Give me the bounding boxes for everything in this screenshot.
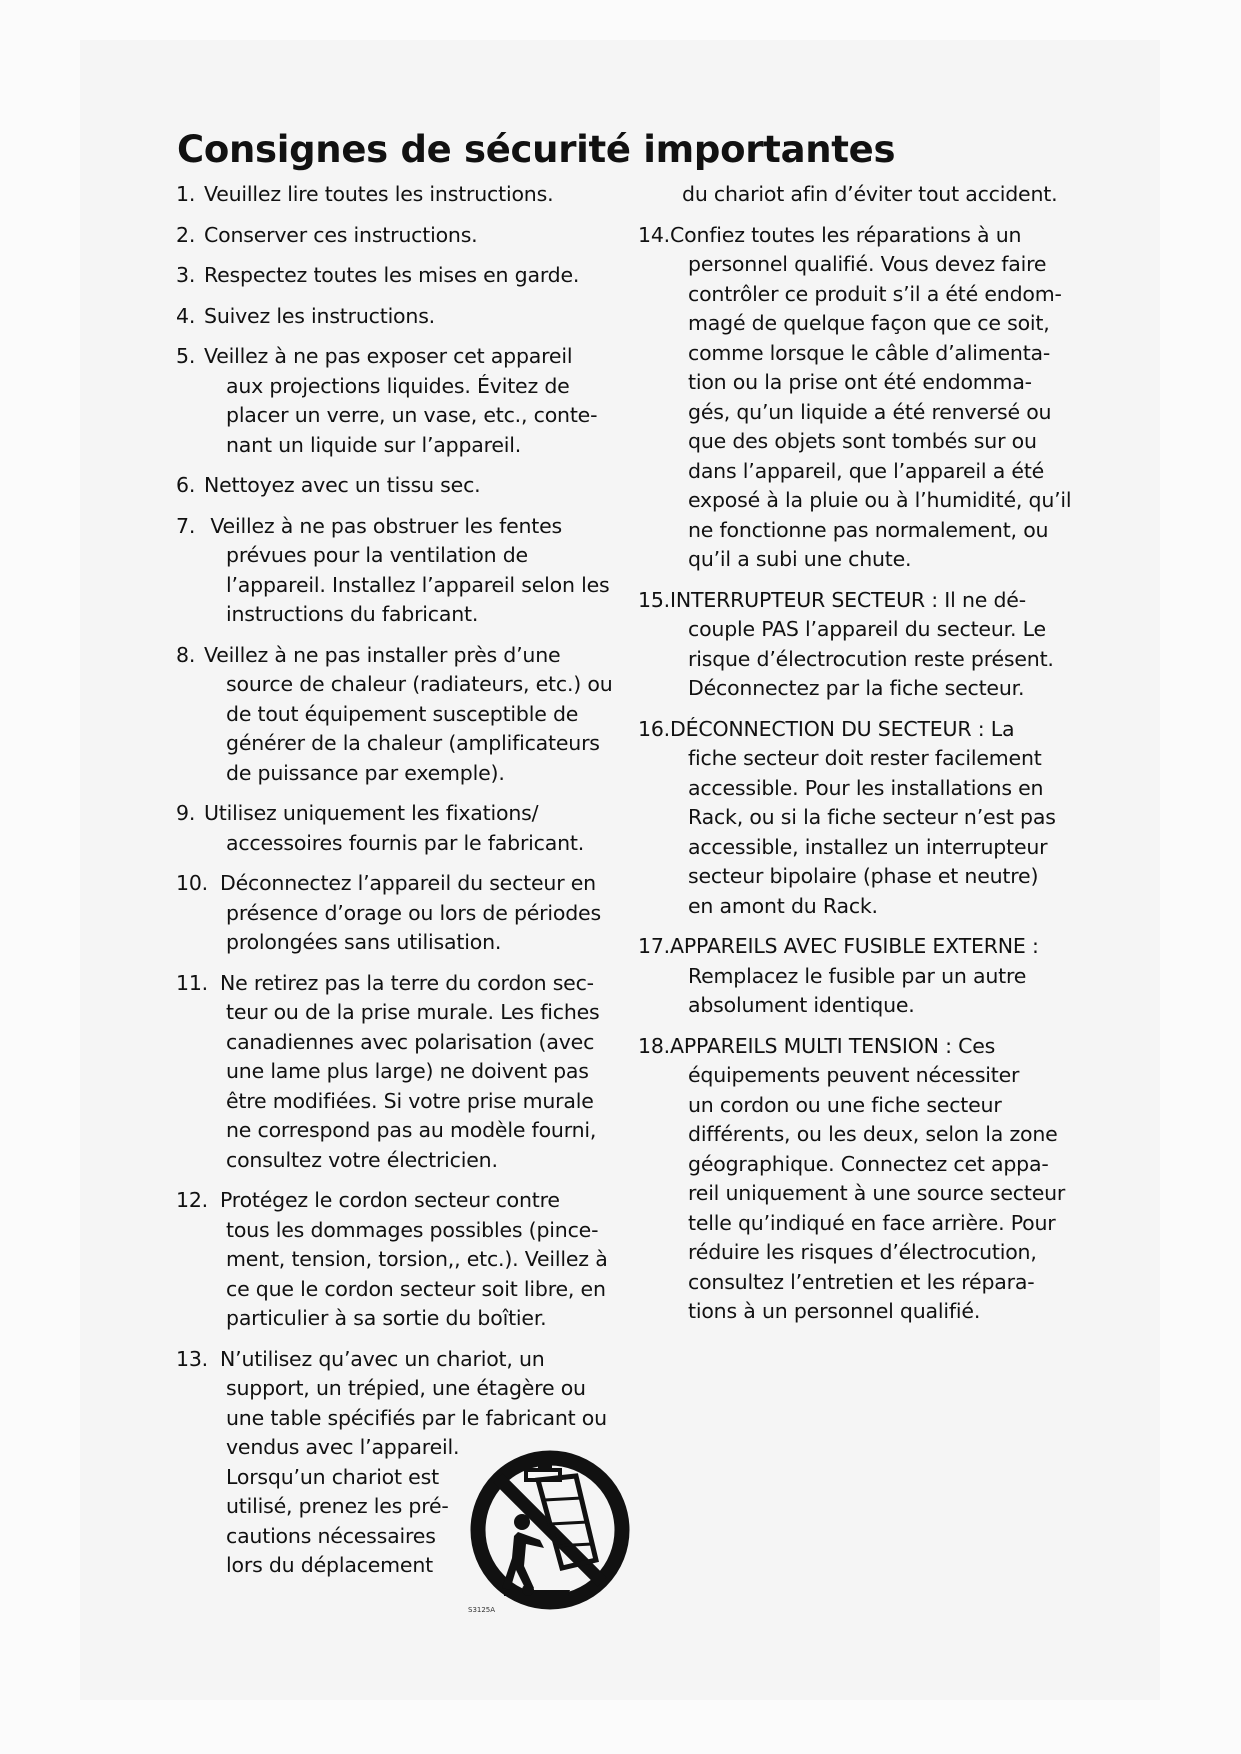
list-item <box>176 641 616 789</box>
item-text-line: réduire les risques d’électrocution, <box>688 1240 1037 1264</box>
item-number: 11. <box>176 970 209 995</box>
item-number: 16. <box>638 716 671 741</box>
item-text-line: nant un liquide sur l’appareil. <box>226 432 522 457</box>
item-text-line: support, un trépied, une étagère ou <box>226 1376 586 1400</box>
item-text: Veillez à ne pas obstruer les fentes <box>204 513 563 538</box>
item-number: 13. <box>176 1346 209 1371</box>
list-item <box>176 471 616 501</box>
item-text-line: différents, ou les deux, selon la zone <box>688 1122 1058 1146</box>
item-text: APPAREILS AVEC FUSIBLE EXTERNE : <box>670 934 1039 958</box>
item-number: 10. <box>176 871 209 895</box>
item-text-line: accessible. Pour les installations en <box>688 775 1044 800</box>
item-text-line: dans l’appareil, que l’appareil a été <box>688 458 1045 483</box>
item-text-line: comme lorsque le câble d’alimenta- <box>688 340 1051 365</box>
item-text-line: source de chaleur (radiateurs, etc.) ou <box>226 672 613 696</box>
list-item <box>176 342 616 460</box>
item-text: Veillez à ne pas installer près d’une <box>204 642 561 667</box>
item-text-line: l’appareil. Installez l’appareil selon les <box>226 572 610 597</box>
item-text: INTERRUPTEUR SECTEUR : Il ne dé- <box>670 587 1026 612</box>
item-text-line: secteur bipolaire (phase et neutre) <box>688 864 1039 888</box>
item-text-line: cautions nécessaires <box>226 1523 436 1548</box>
item-text-line: une lame plus large) ne doivent pas <box>226 1059 589 1083</box>
item-text-line: équipements peuvent nécessiter <box>688 1063 1020 1087</box>
list-item <box>176 221 616 251</box>
item-text-line: prolongées sans utilisation. <box>226 930 502 954</box>
item-text-line: aux projections liquides. Évitez de <box>226 373 570 398</box>
item-number: 3. <box>176 263 196 287</box>
item-text: Confiez toutes les réparations à un <box>670 222 1022 247</box>
item-text: Utilisez uniquement les fixations/ <box>204 801 539 825</box>
list-item <box>176 1186 616 1334</box>
item-text-line: utilisé, prenez les pré- <box>226 1494 449 1518</box>
item-text-line: particulier à sa sortie du boîtier. <box>226 1306 547 1330</box>
item-text-line: telle qu’indiqué en face arrière. Pour <box>688 1210 1056 1235</box>
item-text-line: lors du déplacement <box>226 1553 433 1577</box>
item-text-line: prévues pour la ventilation de <box>226 543 528 567</box>
item-text-line: consultez l’entretien et les répara- <box>688 1269 1035 1294</box>
safety-list-left <box>176 180 616 1592</box>
list-item <box>176 180 616 210</box>
item-text-line: risque d’électrocution reste présent. <box>688 646 1054 671</box>
item-number: 4. <box>176 303 196 328</box>
item-number: 2. <box>176 222 196 247</box>
item-text-line: Remplacez le fusible par un autre <box>688 963 1027 988</box>
list-item <box>638 932 1078 1021</box>
item-text-line: canadiennes avec polarisation (avec <box>226 1029 595 1054</box>
item-text-line: vendus avec l’appareil. <box>226 1435 460 1459</box>
item-text-line: tions à un personnel qualifié. <box>688 1299 981 1323</box>
item-text-line: de tout équipement susceptible de <box>226 701 579 726</box>
list-item <box>638 1032 1078 1327</box>
warning-icon-code: S3125A <box>468 1606 496 1614</box>
item-number: 12. <box>176 1188 209 1212</box>
item-text-line: ce que le cordon secteur soit libre, en <box>226 1276 606 1301</box>
cart-tip-over-warning-icon <box>464 1440 636 1618</box>
item-text-line: que des objets sont tombés sur ou <box>688 429 1037 453</box>
item-text: Conserver ces instructions. <box>204 222 478 247</box>
item-number: 1. <box>176 182 196 206</box>
item-text-line: être modifiées. Si votre prise murale <box>226 1088 594 1113</box>
item-text: Respectez toutes les mises en garde. <box>204 263 580 287</box>
item-text-line: magé de quelque façon que ce soit, <box>688 311 1050 335</box>
item-text-line: Rack, ou si la fiche secteur n’est pas <box>688 805 1056 829</box>
item-text: N’utilisez qu’avec un chariot, un <box>220 1346 545 1371</box>
item-text-line: personnel qualifié. Vous devez faire <box>688 252 1047 276</box>
list-item <box>176 869 616 958</box>
item-text-line: teur ou de la prise murale. Les fiches <box>226 1000 600 1024</box>
item-number: 9. <box>176 801 196 825</box>
item-text-line: Lorsqu’un chariot est <box>226 1464 439 1489</box>
item-number: 15. <box>638 587 671 612</box>
item-text-line: absolument identique. <box>688 993 915 1017</box>
item-text-line: placer un verre, un vase, etc., conte- <box>226 403 598 427</box>
item-text-line: gés, qu’un liquide a été renversé ou <box>688 399 1052 424</box>
item-text: Suivez les instructions. <box>204 303 435 328</box>
list-item <box>176 302 616 332</box>
list-item <box>176 969 616 1176</box>
item-text-line: contrôler ce produit s’il a été endom- <box>688 281 1062 306</box>
item-text-line: exposé à la pluie ou à l’humidité, qu’il <box>688 488 1072 512</box>
item-text-line: Déconnectez par la fiche secteur. <box>688 676 1025 700</box>
item-text: Protégez le cordon secteur contre <box>220 1188 560 1212</box>
item-text-line: tous les dommages possibles (pince- <box>226 1217 599 1242</box>
item-text-line: accessible, installez un interrupteur <box>688 834 1048 859</box>
item-text: Nettoyez avec un tissu sec. <box>204 473 481 497</box>
item-number: 7. <box>176 513 196 538</box>
item-text-line: du chariot afin d’éviter tout accident. <box>682 182 1058 206</box>
list-item <box>176 512 616 630</box>
item-text-line: accessoires fournis par le fabricant. <box>226 830 585 855</box>
item-text-line: présence d’orage ou lors de périodes <box>226 900 601 925</box>
item-text: DÉCONNECTION DU SECTEUR : La <box>670 716 1015 741</box>
item-number: 14. <box>638 222 671 247</box>
item-number: 8. <box>176 642 196 667</box>
item-text-line: couple PAS l’appareil du secteur. Le <box>688 617 1046 641</box>
list-item-continuation <box>638 180 1078 210</box>
item-number: 5. <box>176 344 196 368</box>
list-item <box>638 586 1078 704</box>
item-text-line: ment, tension, torsion,, etc.). Veillez à <box>226 1247 608 1271</box>
list-item <box>638 221 1078 575</box>
item-text: Déconnectez l’appareil du secteur en <box>220 871 596 895</box>
item-text-line: ne fonctionne pas normalement, ou <box>688 517 1049 542</box>
item-text-line: ne correspond pas au modèle fourni, <box>226 1118 597 1142</box>
item-text-line: un cordon ou une fiche secteur <box>688 1092 1002 1117</box>
item-text: Veillez à ne pas exposer cet appareil <box>204 344 573 368</box>
list-item <box>176 261 616 291</box>
item-text: Ne retirez pas la terre du cordon sec- <box>220 970 594 995</box>
item-text-line: en amont du Rack. <box>688 893 878 918</box>
item-text-line: reil uniquement à une source secteur <box>688 1181 1066 1205</box>
item-text-line: une table spécifiés par le fabricant ou <box>226 1405 607 1430</box>
item-text-line: de puissance par exemple). <box>226 760 505 785</box>
item-text: APPAREILS MULTI TENSION : Ces <box>670 1033 996 1058</box>
item-text: Veuillez lire toutes les instructions. <box>204 182 554 206</box>
item-text-line: fiche secteur doit rester facilement <box>688 746 1042 770</box>
item-text-line: qu’il a subi une chute. <box>688 547 912 571</box>
safety-list-right <box>638 180 1078 1338</box>
item-text-line: instructions du fabricant. <box>226 602 479 626</box>
page-title: Consignes de sécurité importantes <box>177 128 896 171</box>
item-number: 17. <box>638 934 671 958</box>
item-number: 6. <box>176 473 196 497</box>
item-text-line: consultez votre électricien. <box>226 1147 498 1172</box>
list-item <box>638 715 1078 922</box>
item-number: 18. <box>638 1033 671 1058</box>
list-item <box>176 799 616 858</box>
item-text-line: tion ou la prise ont été endomma- <box>688 370 1032 394</box>
item-text-line: générer de la chaleur (amplificateurs <box>226 731 600 755</box>
item-text-line: géographique. Connectez cet appa- <box>688 1151 1049 1176</box>
